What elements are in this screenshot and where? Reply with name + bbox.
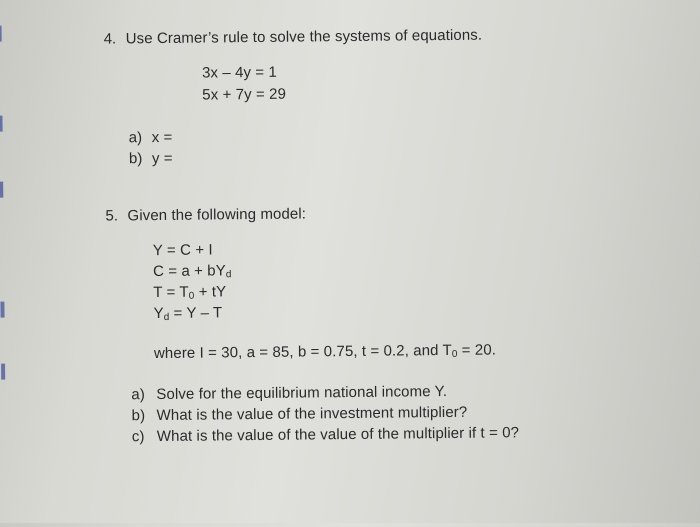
answer-b-text: y = bbox=[151, 149, 173, 168]
answer-a-text: x = bbox=[151, 128, 173, 147]
part-c-text: What is the value of the value of the multiplier if t = 0? bbox=[156, 424, 520, 446]
part-c-label: c) bbox=[131, 428, 145, 446]
binder-hole-mark bbox=[0, 302, 4, 318]
binder-hole-mark bbox=[0, 182, 3, 198]
parameter-values: where I = 30, a = 85, b = 0.75, t = 0.2, and $T_0 = 20$. bbox=[153, 341, 497, 363]
question-5-text: Given the following model: bbox=[127, 205, 307, 225]
equation-1: 3x – 4y = 1 bbox=[201, 63, 278, 82]
binder-hole-mark bbox=[0, 26, 2, 42]
part-b-text: What is the value of the investment multiplier? bbox=[156, 403, 468, 425]
question-4-text: Use Cramer’s rule to solve the systems of equations. bbox=[125, 26, 483, 48]
question-4-number: 4. bbox=[103, 30, 117, 48]
question-5-number: 5. bbox=[105, 207, 119, 225]
equation-2: 5x + 7y = 29 bbox=[202, 85, 287, 104]
answer-b-label: b) bbox=[128, 150, 143, 168]
model-equation-1: Y = C + I bbox=[152, 241, 213, 260]
model-equation-4: $Y_d = Y - T$ bbox=[153, 304, 223, 323]
model-equation-2: $C = a + bY_d$ bbox=[153, 262, 232, 281]
binder-hole-mark bbox=[1, 364, 5, 380]
model-equation-3: $T = T_0$ + tY bbox=[153, 283, 227, 302]
binder-hole-mark bbox=[0, 116, 3, 132]
part-a-label: a) bbox=[131, 386, 146, 404]
part-b-label: b) bbox=[131, 407, 146, 425]
part-a-text: Solve for the equilibrium national income Y. bbox=[156, 382, 448, 404]
answer-a-label: a) bbox=[128, 129, 143, 147]
